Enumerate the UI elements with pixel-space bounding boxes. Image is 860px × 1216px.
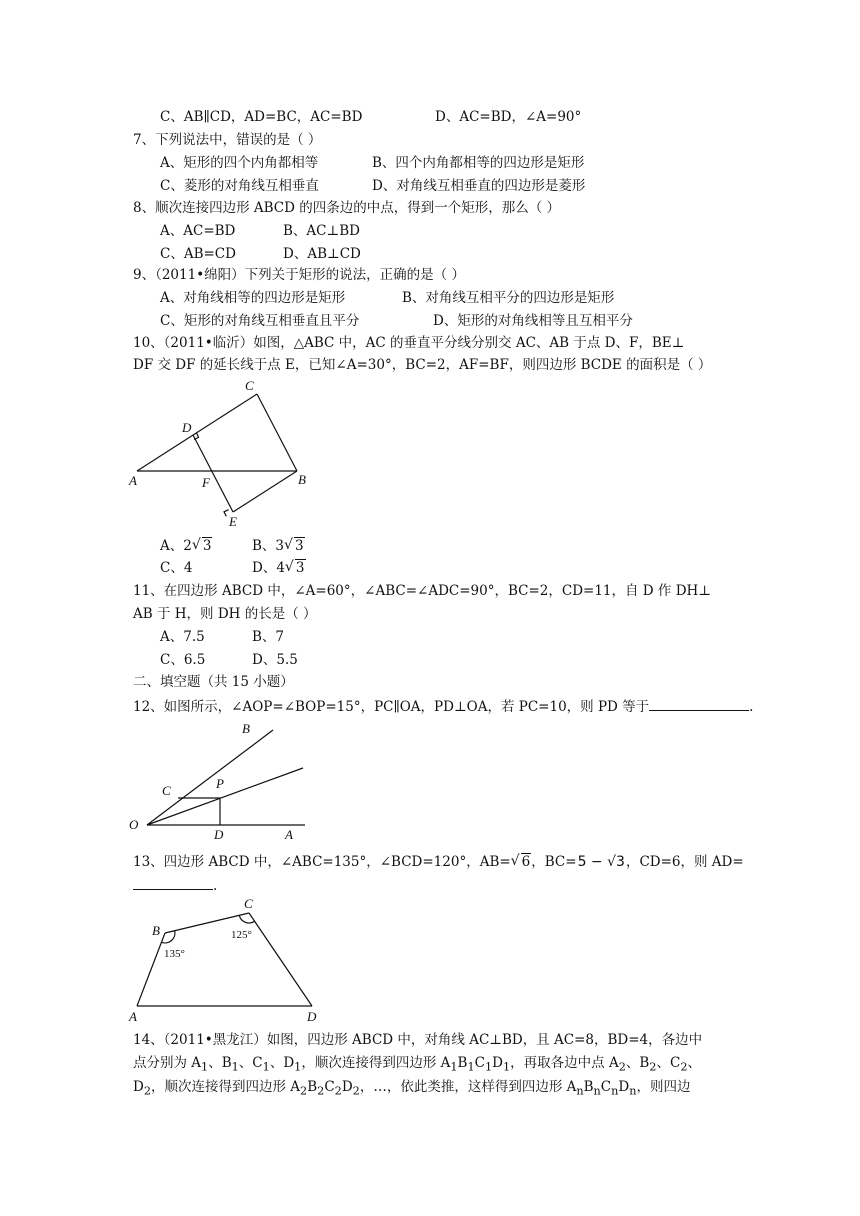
q13-stem bbox=[133, 853, 744, 871]
q14-text: 、C bbox=[656, 1055, 681, 1071]
q10-option-b bbox=[252, 537, 305, 555]
q13-stem-a: 13、四边形 ABCD 中，∠ABC=135°，∠BCD=120°，AB= bbox=[133, 854, 511, 870]
q14-sub: n bbox=[576, 1084, 584, 1098]
q14-sub: 2 bbox=[334, 1084, 342, 1098]
q13-label-b: B bbox=[152, 923, 160, 938]
q14-sub: 1 bbox=[294, 1060, 302, 1074]
q14-text: D bbox=[133, 1079, 144, 1095]
q7-stem: 7、下列说法中，错误的是（ ） bbox=[133, 132, 322, 148]
q14-sub: 2 bbox=[680, 1060, 688, 1074]
q12-label-p: P bbox=[216, 776, 224, 791]
q9-option-c: C、矩形的对角线互相垂直且平分 bbox=[160, 313, 360, 329]
q10-sqrt-b-radicand: 3 bbox=[295, 538, 304, 554]
q12-stem bbox=[133, 696, 753, 716]
q10-label-d: D bbox=[182, 420, 192, 435]
q14-sub: 2 bbox=[352, 1084, 360, 1098]
q14-text: ，顺次连接得到四边形 A bbox=[301, 1055, 451, 1071]
q8-option-a: A、AC=BD bbox=[160, 223, 236, 239]
q10-sqrt-d bbox=[286, 559, 306, 577]
q13-stem-b: ，BC= bbox=[531, 854, 577, 870]
q8-stem: 8、顺次连接四边形 ABCD 的四条边的中点，得到一个矩形，那么（ ） bbox=[133, 200, 561, 216]
q14-text: 、B bbox=[625, 1055, 650, 1071]
q12-label-d: D bbox=[214, 827, 224, 842]
q10-sqrt-b bbox=[285, 537, 305, 555]
q13-stem-c: ，CD=6，则 AD= bbox=[625, 854, 744, 870]
q6-option-c: C、AB∥CD，AD=BC，AC=BD bbox=[160, 109, 363, 125]
q10-label-e: E bbox=[229, 514, 237, 529]
q13-label-c: C bbox=[244, 896, 253, 911]
q14-sub: 1 bbox=[484, 1060, 493, 1074]
q12-label-b: B bbox=[242, 721, 250, 736]
q13-label-a: A bbox=[129, 1009, 137, 1024]
q12-label-a: A bbox=[285, 827, 293, 842]
q13-answer-line bbox=[133, 875, 217, 895]
q13-ab-radicand: 6 bbox=[521, 854, 531, 870]
q10-option-a-prefix: A、2 bbox=[160, 538, 192, 554]
q14-stem-line2: 点分别为 $A_1$、$B_1$、$C_1$、$D_1$，顺次连接得到四边形 $A_1B_1C_1D_1$，再取各边中点 $A_2$、$B_2$、$C_2$、 bbox=[133, 1055, 701, 1074]
q12-label-o: O bbox=[129, 817, 139, 832]
q10-sqrt-d-radicand: 3 bbox=[295, 560, 305, 576]
q11-option-d: D、5.5 bbox=[252, 652, 298, 668]
q10-option-d bbox=[252, 559, 306, 577]
q8-option-d: D、AB⊥CD bbox=[283, 246, 361, 262]
q13-answer-blank[interactable] bbox=[133, 875, 213, 890]
q9-option-d: D、矩形的对角线相等且互相平分 bbox=[433, 313, 633, 329]
q10-label-c: C bbox=[245, 378, 254, 393]
q9-option-a: A、对角线相等的四边形是矩形 bbox=[160, 290, 346, 306]
q7-option-d: D、对角线互相垂直的四边形是菱形 bbox=[372, 178, 586, 194]
q11-option-c: C、6.5 bbox=[160, 652, 206, 668]
q10-option-c: C、4 bbox=[160, 560, 193, 576]
q14-text: 、B bbox=[208, 1055, 232, 1071]
q14-text: ，…，依此类推，这样得到四边形 A bbox=[359, 1079, 577, 1095]
q10-option-b-prefix: B、3 bbox=[252, 538, 285, 554]
q14-text: 、D bbox=[269, 1055, 295, 1071]
q10-option-d-prefix: D、4 bbox=[252, 560, 285, 576]
q14-text: 点分别为 A bbox=[133, 1055, 202, 1071]
q14-sub: 1 bbox=[502, 1060, 511, 1074]
q9-option-b: B、对角线互相平分的四边形是矩形 bbox=[402, 290, 615, 306]
q14-sub: n bbox=[593, 1084, 601, 1098]
q13-bc-value: 5 − √3 bbox=[577, 854, 625, 870]
q13-label-d: D bbox=[307, 1009, 317, 1024]
q10-stem-line2: DF 交 DF 的延长线于点 E，已知∠A=30°，BC=2，AF=BF，则四边形 BCDE 的面积是（ ） bbox=[133, 357, 712, 373]
q14-text: ，顺次连接得到四边形 A bbox=[151, 1079, 301, 1095]
q14-sub: 1 bbox=[262, 1060, 270, 1074]
q12-stem-end: . bbox=[749, 699, 754, 715]
q10-label-b: B bbox=[298, 472, 306, 487]
q10-stem-line1: 10、（2011•临沂）如图，△ABC 中，AC 的垂直平分线分别交 AC、AB 于点 D、F，BE⊥ bbox=[133, 335, 685, 351]
q7-option-c: C、菱形的对角线互相垂直 bbox=[160, 178, 319, 194]
q14-sub: 1 bbox=[231, 1060, 239, 1074]
q14-text: 、C bbox=[238, 1055, 263, 1071]
q14-sub: 1 bbox=[201, 1060, 209, 1074]
q6-option-d: D、AC=BD，∠A=90° bbox=[435, 109, 582, 125]
q10-sqrt-a bbox=[193, 537, 213, 555]
q7-option-b: B、四个内角都相等的四边形是矩形 bbox=[372, 155, 585, 171]
q10-sqrt-a-radicand: 3 bbox=[202, 538, 212, 554]
q13-stem-end: . bbox=[213, 878, 218, 894]
q14-sub: 1 bbox=[467, 1060, 475, 1074]
q9-stem: 9、（2011•绵阳）下列关于矩形的说法，正确的是（ ） bbox=[133, 267, 465, 283]
q10-label-a: A bbox=[129, 473, 137, 488]
q14-stem-line1: 14、（2011•黑龙江）如图，四边形 ABCD 中，对角线 AC⊥BD，且 AC=8，BD=4，各边中 bbox=[133, 1032, 703, 1048]
q12-figure bbox=[125, 716, 310, 844]
q12-label-c: C bbox=[162, 783, 171, 798]
q14-stem-line3: $D_2$，顺次连接得到四边形 $A_2B_2C_2D_2$，…，依此类推，这样得到四边形 $A_nB_nC_nD_n$，则四边 bbox=[133, 1079, 691, 1098]
q11-stem-line1: 11、在四边形 ABCD 中，∠A=60°，∠ABC=∠ADC=90°，BC=2，CD=11，自 D 作 DH⊥ bbox=[133, 583, 711, 599]
q7-option-a: A、矩形的四个内角都相等 bbox=[160, 155, 319, 171]
q14-sub: 2 bbox=[317, 1084, 325, 1098]
q13-angle-c-label: 125° bbox=[231, 929, 252, 941]
section-fill-in-heading: 二、填空题（共 15 小题） bbox=[133, 674, 294, 690]
q14-sub: 2 bbox=[649, 1060, 657, 1074]
q10-option-a bbox=[160, 537, 212, 555]
q14-text: ，再取各边中点 A bbox=[510, 1055, 619, 1071]
q13-sqrt-ab bbox=[512, 853, 532, 871]
q10-label-f: F bbox=[202, 475, 210, 490]
q14-text: ，则四边 bbox=[636, 1079, 691, 1095]
q8-option-b: B、AC⊥BD bbox=[283, 223, 360, 239]
q8-option-c: C、AB=CD bbox=[160, 246, 236, 262]
q13-figure bbox=[125, 893, 330, 1025]
q11-option-b: B、7 bbox=[252, 629, 285, 645]
q14-sub: 2 bbox=[300, 1084, 308, 1098]
q13-angle-b-label: 135° bbox=[164, 948, 185, 960]
q12-stem-text: 12、如图所示，∠AOP=∠BOP=15°，PC∥OA，PD⊥OA，若 PC=10，则 PD 等于 bbox=[133, 699, 650, 715]
q14-sub: 1 bbox=[450, 1060, 458, 1074]
q14-sub: 2 bbox=[143, 1084, 151, 1098]
q14-sub: n bbox=[629, 1084, 637, 1098]
q11-stem-line2: AB 于 H，则 DH 的长是（ ） bbox=[133, 606, 317, 622]
q14-sub: 2 bbox=[618, 1060, 626, 1074]
q12-answer-blank[interactable] bbox=[649, 696, 749, 711]
q14-sub: n bbox=[611, 1084, 619, 1098]
q11-option-a: A、7.5 bbox=[160, 629, 205, 645]
q10-figure bbox=[125, 374, 325, 529]
